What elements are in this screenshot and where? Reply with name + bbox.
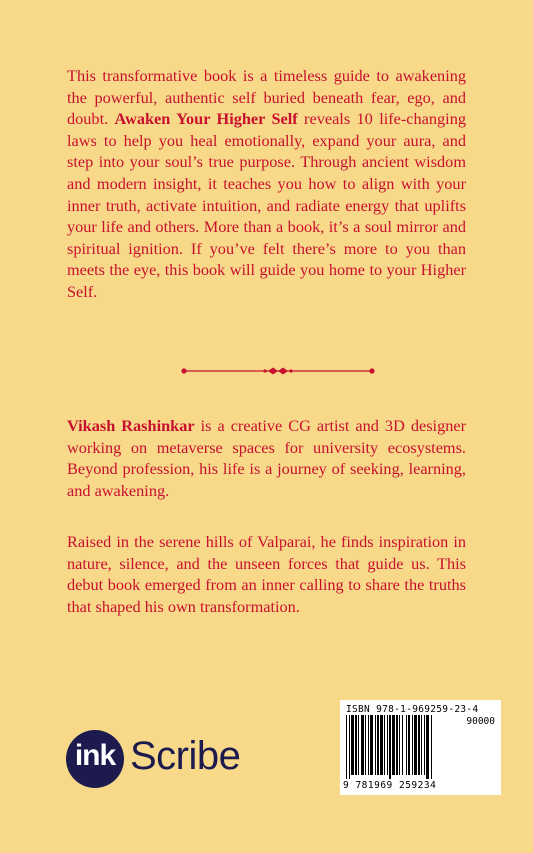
author-bio <box>67 415 466 501</box>
isbn-barcode <box>340 700 501 795</box>
logo-badge-text: ink <box>74 739 116 772</box>
ornamental-divider-icon <box>180 364 376 378</box>
isbn-number: ISBN 978-1-969259-23-4 <box>346 704 479 715</box>
book-title-bold: Awaken Your Higher Self <box>114 109 298 129</box>
publisher-logo <box>66 730 256 788</box>
author-bio-second: Raised in the serene hills of Valparai, he finds inspiration in nature, silence, and the unseen forces that guide us. This debut book emerged from an inner calling to share the truths that shaped his own transformation. <box>67 532 466 616</box>
blurb-text-start: This transformative book is a timeless guide to awakening the powerful, authentic self buried beneath fear, ego, and doubt. <box>67 66 466 129</box>
book-blurb <box>67 65 466 303</box>
barcode-digits: 9 781969 259234 <box>343 780 437 791</box>
blurb-text-end: reveals 10 life-changing laws to help you heal emotionally, expand your aura, and step into your soul’s true purpose. Through ancient wisdom and modern insight, it teaches you how to align with your inner truth, activate intuition, and radiate energy that uplifts your life and others. More than a book, it’s a soul mirror and spiritual ignition. If you’ve felt there’s more to you than meets the eye, this book will guide you home to your Higher Self. <box>67 109 466 301</box>
author-name: Vikash Rashinkar <box>67 416 195 435</box>
logo-badge-icon <box>66 730 124 788</box>
publisher-name: Scribe <box>130 734 241 778</box>
barcode-bars-icon <box>344 715 469 779</box>
author-bio-text: is a creative CG artist and 3D designer working on metaverse spaces for university ecosystems. Beyond profession, his life is a journey of seeking, learning, and awakening. <box>67 416 467 500</box>
price-code: 90000 <box>466 716 495 727</box>
